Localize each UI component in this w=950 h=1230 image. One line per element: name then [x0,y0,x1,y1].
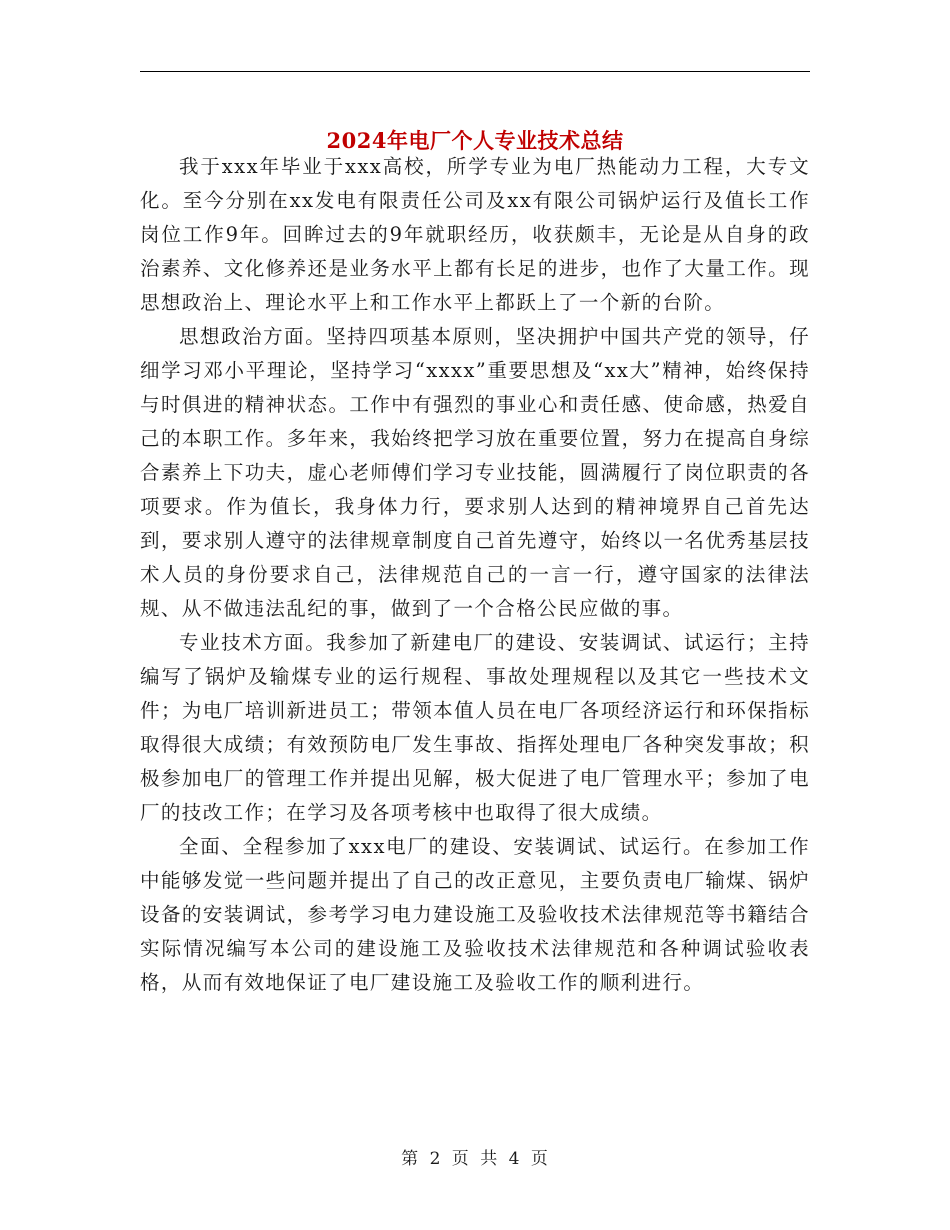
paragraph-political: 思想政治方面。坚持四项基本原则，坚决拥护中国共产党的领导，仔细学习邓小平理论，坚持学习“xxxx”重要思想及“xx大”精神，始终保持与时俱进的精神状态。工作中有强烈的事业心和责任感、使命感，热爱自己的本职工作。多年来，我始终把学习放在重要位置，努力在提高自身综合素养上下功夫，虚心老师傅们学习专业技能，圆满履行了岗位职责的各项要求。作为值长，我身体力行，要求别人达到的精神境界自己首先达到，要求别人遵守的法律规章制度自己首先遵守，始终以一名优秀基层技术人员的身份要求自己，法律规范自己的一言一行，遵守国家的法律法规、从不做违法乱纪的事，做到了一个合格公民应做的事。 [140,325,810,620]
document-body [140,150,810,1000]
header-rule [140,71,810,72]
page-number: 第 2 页 共 4 页 [401,1149,549,1169]
paragraph-construction: 全面、全程参加了xxx电厂的建设、安装调试、试运行。在参加工作中能够发觉一些问题并提出了自己的改正意见，主要负责电厂输煤、锅炉设备的安装调试，参考学习电力建设施工及验收技术法律规范等书籍结合实际情况编写本公司的建设施工及验收技术法律规范和各种调试验收表格，从而有效地保证了电厂建设施工及验收工作的顺利进行。 [140,835,810,994]
document-title: 2024年电厂个人专业技术总结 [326,128,624,154]
paragraph-intro: 我于xxx年毕业于xxx高校，所学专业为电厂热能动力工程，大专文化。至今分别在xx发电有限责任公司及xx有限公司锅炉运行及值长工作岗位工作9年。回眸过去的9年就职经历，收获颇丰，无论是从自身的政治素养、文化修养还是业务水平上都有长足的进步，也作了大量工作。现思想政治上、理论水平上和工作水平上都跃上了一个新的台阶。 [140,155,810,314]
paragraph-technical: 专业技术方面。我参加了新建电厂的建设、安装调试、试运行；主持编写了锅炉及输煤专业的运行规程、事故处理规程以及其它一些技术文件；为电厂培训新进员工；带领本值人员在电厂各项经济运行和环保指标取得很大成绩；有效预防电厂发生事故、指挥处理电厂各种突发事故；积极参加电厂的管理工作并提出见解，极大促进了电厂管理水平；参加了电厂的技改工作；在学习及各项考核中也取得了很大成绩。 [140,631,810,824]
